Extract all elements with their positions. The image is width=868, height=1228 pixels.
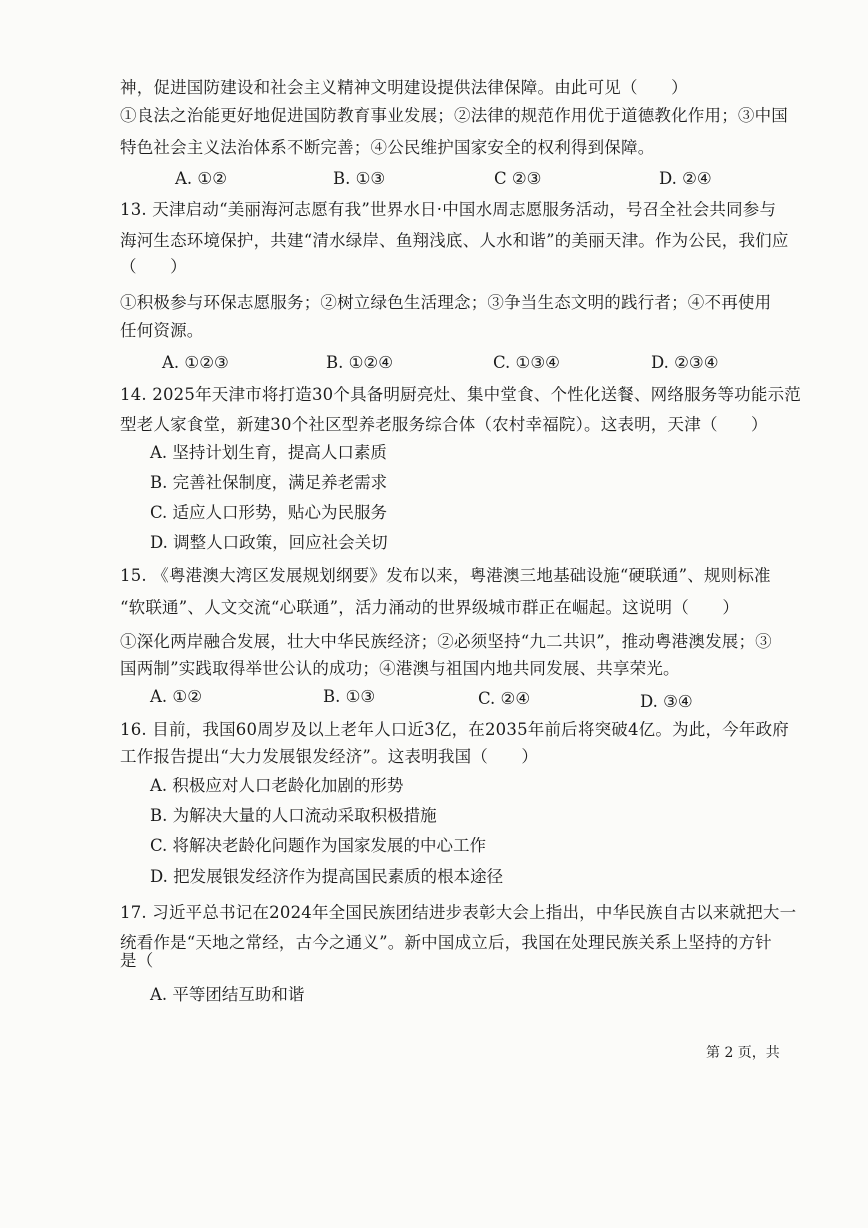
q13-stem-line: （ ）: [120, 257, 187, 276]
q12-option-b: B. ①③: [333, 169, 386, 188]
q16-option-d: D. 把发展银发经济作为提高国民素质的根本途径: [150, 867, 504, 886]
q14-option-b: B. 完善社保制度，满足养老需求: [150, 473, 388, 492]
q13-option-a: A. ①②③: [162, 353, 229, 372]
q13-option-d: D. ②③④: [651, 353, 719, 372]
q14-option-c: C. 适应人口形势，贴心为民服务: [150, 503, 388, 522]
q13-statement-line: 任何资源。: [120, 321, 204, 340]
q16-option-b: B. 为解决大量的人口流动采取积极措施: [150, 806, 437, 825]
page-number-footer: 第 2 页，共: [706, 1045, 780, 1061]
q14-stem-line: 型老人家食堂，新建30个社区型养老服务综合体（农村幸福院）。这表明，天津（ ）: [120, 415, 768, 434]
q15-option-a: A. ①②: [150, 687, 202, 706]
q12-stem-tail: 神，促进国防建设和社会主义精神文明建设提供法律保障。由此可见（ ）: [120, 78, 688, 97]
q12-statement-line: 特色社会主义法治体系不断完善；④公民维护国家安全的权利得到保障。: [120, 138, 655, 157]
q15-option-b: B. ①③: [323, 687, 376, 706]
q13-stem-line: 13. 天津启动“美丽海河志愿有我”世界水日·中国水周志愿服务活动，号召全社会共同参与: [120, 200, 777, 219]
q14-option-d: D. 调整人口政策，回应社会关切: [150, 533, 388, 552]
q16-stem-line: 工作报告提出“大力发展银发经济”。这表明我国（ ）: [120, 747, 539, 766]
q16-option-a: A. 积极应对人口老龄化加剧的形势: [150, 776, 404, 795]
q16-stem-line: 16. 目前，我国60周岁及以上老年人口近3亿，在2035年前后将突破4亿。为此，今年政府: [120, 720, 789, 739]
q13-option-b: B. ①②④: [326, 353, 393, 372]
q13-option-c: C. ①③④: [493, 353, 560, 372]
q15-stem-line: “软联通”、人文交流“心联通”，活力涌动的世界级城市群正在崛起。这说明（ ）: [120, 598, 740, 617]
q16-option-c: C. 将解决老龄化问题作为国家发展的中心工作: [150, 836, 487, 855]
q15-statement-line: 国两制”实践取得举世公认的成功；④港澳与祖国内地共同发展、共享荣光。: [120, 659, 680, 678]
q17-option-a: A. 平等团结互助和谐: [150, 985, 305, 1004]
q17-stem-line: 是（: [120, 951, 154, 970]
q12-option-a: A. ①②: [175, 169, 227, 188]
q13-statement-line: ①积极参与环保志愿服务；②树立绿色生活理念；③争当生态文明的践行者；④不再使用: [120, 293, 772, 312]
q14-option-a: A. 坚持计划生育，提高人口素质: [150, 443, 387, 462]
q12-option-d: D. ②④: [659, 169, 712, 188]
q12-statement-line: ①良法之治能更好地促进国防教育事业发展；②法律的规范作用优于道德教化作用；③中国: [120, 106, 788, 125]
q12-option-c: C ②③: [494, 169, 542, 188]
q15-option-c: C. ②④: [478, 689, 531, 708]
q15-statement-line: ①深化两岸融合发展，壮大中华民族经济；②必须坚持“九二共识”，推动粤港澳发展；③: [120, 632, 772, 651]
q15-stem-line: 15. 《粤港澳大湾区发展规划纲要》发布以来，粤港澳三地基础设施“硬联通”、规则标准: [120, 566, 771, 585]
q15-option-d: D. ③④: [640, 692, 693, 711]
q17-stem-line: 17. 习近平总书记在2024年全国民族团结进步表彰大会上指出，中华民族自古以来就把大一: [120, 903, 797, 922]
q17-stem-line: 统看作是“天地之常经，古今之通义”。新中国成立后，我国在处理民族关系上坚持的方针: [120, 933, 772, 952]
q14-stem-line: 14. 2025年天津市将打造30个具备明厨亮灶、集中堂食、个性化送餐、网络服务等功能示范: [120, 385, 801, 404]
q13-stem-line: 海河生态环境保护，共建“清水绿岸、鱼翔浅底、人水和谐”的美丽天津。作为公民，我们应: [120, 231, 789, 250]
